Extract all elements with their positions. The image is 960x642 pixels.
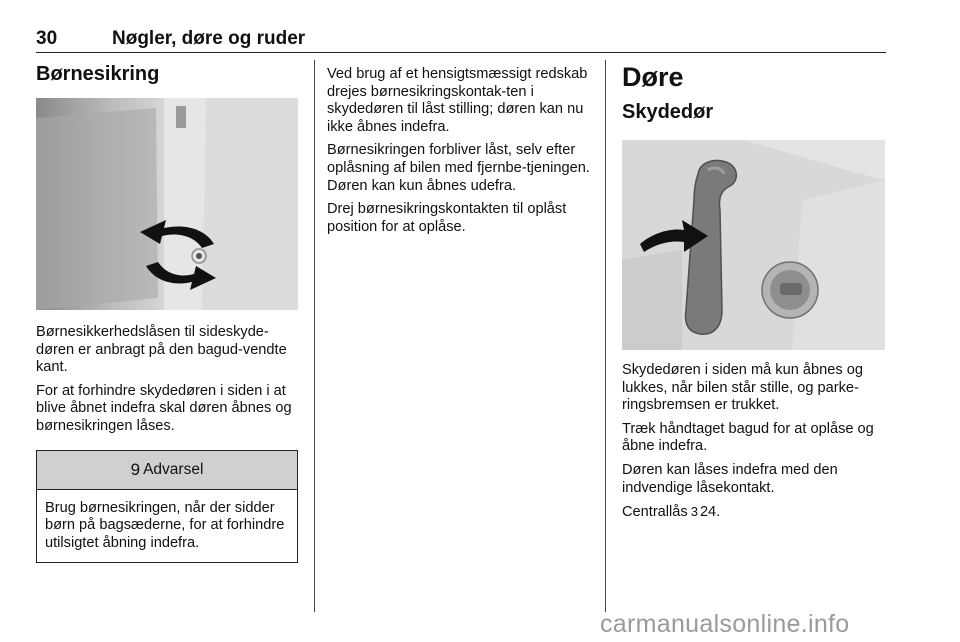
page-title: Nøgler, døre og ruder [112,28,306,49]
chapter-heading: Døre [622,62,684,92]
section-heading: Børnesikring [36,63,160,85]
warning-header [37,451,297,490]
warning-box [36,450,298,564]
warning-body: Brug børnesikringen, når der sidder børn på bagsæderne, for at forhindre utilsigtet åbning indefra. [45,499,285,551]
paragraph [622,503,886,522]
warning-title: Advarsel [143,460,204,478]
lock-knob-icon [762,262,818,318]
crossref-label: Centrallås [622,504,688,521]
crossref-arrow-icon: 3 [690,504,698,520]
column-right [622,60,886,528]
paragraph: Skydedøren i siden må kun åbnes og lukkes, når bilen står stille, og parke-ringsbremsen er trukket. [622,362,863,414]
paragraph: Træk håndtaget bagud for at oplåse og åbne indefra. [622,420,874,455]
paragraph: Børnesikringen forbliver låst, selv efter oplåsning af bilen med fjernbe-tjeningen. Døren kan kun åbnes udefra. [327,142,590,194]
sliding-door-figure [622,140,885,350]
paragraph: Drej børnesikringskontakten til oplåst position for at oplåse. [327,201,567,235]
subsection-heading: Skydedør [622,101,714,123]
page-number: 30 [36,28,58,49]
paragraph: Døren kan låses indefra med den indvendige låsekontakt. [622,461,838,496]
column-middle [327,66,595,242]
paragraph: Ved brug af et hensigtsmæssigt redskab drejes børnesikringskontak-ten i skydedøren til låst stilling; døren kan nu ikke åbnes indefra. [327,66,588,135]
watermark: carmanualsonline.info [600,610,850,638]
column-divider [314,60,315,612]
column-left [36,60,298,563]
page-header [36,28,886,53]
warning-symbol-icon: 9 [130,459,141,479]
crossref-page-link[interactable]: 24. [699,504,721,521]
child-lock-figure [36,98,298,310]
paragraph: Børnesikkerhedslåsen til sideskyde-døren er anbragt på den bagud-vendte kant. [36,324,287,376]
paragraph: For at forhindre skydedøren i siden i at blive åbnet indefra skal døren åbnes og børnesikringen låses. [36,382,292,434]
column-divider [605,60,606,612]
